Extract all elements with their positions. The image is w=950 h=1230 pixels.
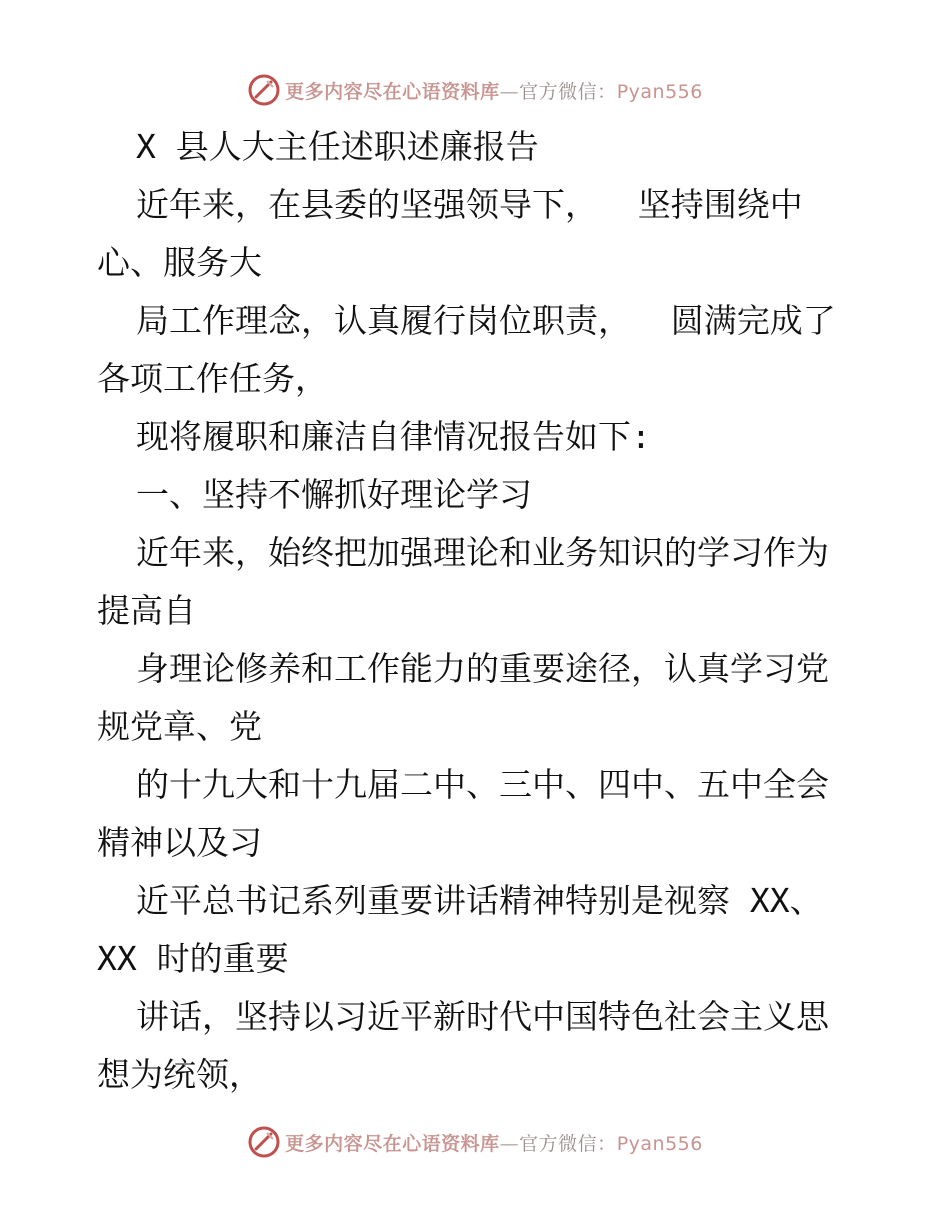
paragraph-line: 局工作理念，认真履行岗位职责， 圆满完成了 bbox=[136, 301, 836, 340]
document-title: X 县人大主任述职述廉报告 bbox=[136, 127, 539, 166]
footer-watermark-contact: 官方微信： bbox=[519, 1132, 617, 1155]
footer-watermark-account: Pyan556 bbox=[616, 1132, 703, 1155]
paragraph-line: 讲话，坚持以习近平新时代中国特色社会主义思 bbox=[136, 997, 829, 1036]
header-watermark-banner bbox=[0, 70, 950, 110]
footer-watermark-title: 更多内容尽在心语资料库 bbox=[285, 1132, 500, 1155]
footer-watermark-separator: — bbox=[499, 1132, 520, 1155]
paragraph-line: 现将履职和廉洁自律情况报告如下: bbox=[136, 417, 651, 456]
section-heading: 一、坚持不懈抓好理论学习 bbox=[136, 475, 532, 514]
paragraph-line: 的十九大和十九届二中、三中、四中、五中全会 bbox=[136, 765, 829, 804]
paragraph-line: 各项工作任务， bbox=[97, 359, 328, 398]
paragraph-line: 提高自 bbox=[97, 591, 196, 630]
paragraph-line: 想为统领， bbox=[97, 1055, 262, 1094]
paragraph-line: 心、服务大 bbox=[97, 243, 262, 282]
paragraph-line: 精神以及习 bbox=[97, 823, 262, 862]
header-watermark-separator: — bbox=[499, 80, 520, 103]
header-watermark-account: Pyan556 bbox=[616, 80, 703, 103]
paragraph-line: 规党章、党 bbox=[97, 707, 262, 746]
document-body bbox=[97, 118, 867, 1104]
footer-watermark-banner bbox=[0, 1122, 950, 1162]
paragraph-line: 近年来，在县委的坚强领导下， 坚持围绕中 bbox=[136, 185, 803, 224]
paragraph-line: 近平总书记系列重要讲话精神特别是视察 XX、 bbox=[136, 881, 823, 920]
header-watermark-title: 更多内容尽在心语资料库 bbox=[285, 80, 500, 103]
brand-logo-icon bbox=[247, 73, 281, 107]
brand-logo-icon bbox=[247, 1125, 281, 1159]
header-watermark-contact: 官方微信： bbox=[519, 80, 617, 103]
footer-watermark-text bbox=[285, 1129, 703, 1156]
paragraph-line: 身理论修养和工作能力的重要途径，认真学习党 bbox=[136, 649, 829, 688]
paragraph-line: 近年来，始终把加强理论和业务知识的学习作为 bbox=[136, 533, 829, 572]
paragraph-line: XX 时的重要 bbox=[97, 939, 289, 978]
header-watermark-text bbox=[285, 77, 703, 104]
